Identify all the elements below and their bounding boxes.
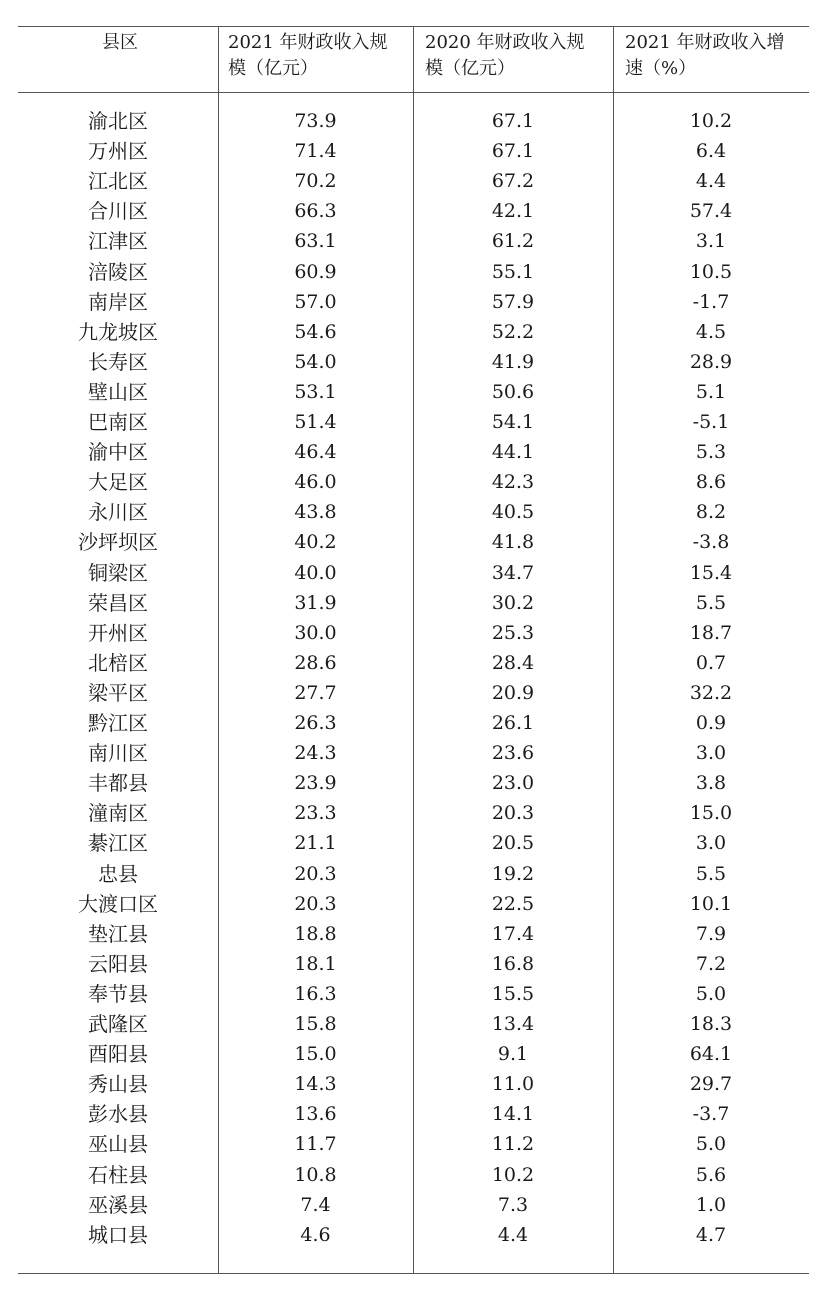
header-revenue-2021-line1: 2021 年财政收入规: [228, 32, 388, 53]
growth-2021-cell: 4.4: [695, 170, 727, 193]
revenue-2021-cell: 73.9: [294, 110, 337, 132]
revenue-2020-cell: 57.9: [491, 290, 535, 313]
table-row: [18, 738, 809, 768]
county-name-cell: 涪陵区: [88, 259, 148, 284]
revenue-2021-cell: 13.6: [294, 1103, 337, 1126]
revenue-2021-cell: 66.3: [294, 200, 337, 223]
county-name-cell: 丰都县: [88, 771, 148, 796]
table-row: [18, 588, 809, 618]
table-row: [18, 889, 809, 919]
table-row: [18, 949, 809, 979]
revenue-2021-cell: 46.4: [294, 441, 337, 464]
table-row: [18, 919, 809, 949]
revenue-2020-cell: 41.9: [491, 350, 535, 373]
revenue-2021-cell: 30.0: [294, 621, 337, 644]
growth-2021-cell: 29.7: [689, 1073, 733, 1096]
table-row: [18, 377, 809, 407]
growth-2021-cell: 0.7: [695, 651, 727, 674]
growth-2021-cell: 3.8: [695, 772, 727, 795]
revenue-2021-cell: 20.3: [294, 892, 337, 915]
growth-2021-cell: -5.1: [692, 411, 730, 433]
table-row: [18, 618, 809, 648]
revenue-2020-cell: 50.6: [491, 380, 535, 403]
table-row: [18, 497, 809, 527]
revenue-2020-cell: 44.1: [491, 441, 535, 464]
county-name-cell: 永川区: [88, 500, 148, 525]
county-name-cell: 武隆区: [88, 1012, 148, 1036]
growth-2021-cell: 6.4: [695, 140, 727, 163]
revenue-2021-cell: 60.9: [294, 260, 337, 283]
table-row: [18, 648, 809, 678]
county-name-cell: 垫江县: [88, 921, 148, 946]
revenue-2021-cell: 20.3: [294, 862, 337, 885]
table-row: [18, 257, 809, 287]
header-revenue-2020-line2: 模（亿元）: [425, 58, 515, 79]
county-name-cell: 万州区: [88, 139, 148, 164]
table-row: [18, 768, 809, 798]
table-row: [18, 828, 809, 858]
table-row: [18, 317, 809, 347]
growth-2021-cell: 3.0: [695, 832, 727, 855]
revenue-2020-cell: 19.2: [491, 862, 535, 885]
growth-2021-cell: 10.2: [689, 110, 733, 132]
county-name-cell: 渝中区: [88, 440, 148, 465]
revenue-2021-cell: 53.1: [294, 380, 337, 403]
table-row: [18, 287, 809, 317]
table-row: [18, 347, 809, 377]
revenue-2021-cell: 16.3: [294, 982, 337, 1005]
county-name-cell: 铜梁区: [88, 560, 148, 585]
revenue-2020-cell: 22.5: [491, 892, 535, 915]
county-name-cell: 梁平区: [88, 680, 148, 705]
growth-2021-cell: 4.7: [695, 1223, 727, 1246]
header-growth-2021-line1: 2021 年财政收入增: [625, 32, 785, 53]
header-revenue-2020-line1: 2020 年财政收入规: [425, 32, 585, 53]
county-name-cell: 沙坪坝区: [78, 530, 158, 555]
growth-2021-cell: -3.8: [692, 531, 730, 554]
table-row: [18, 106, 809, 136]
revenue-2020-cell: 42.1: [491, 200, 535, 223]
growth-2021-cell: 7.2: [695, 952, 727, 975]
growth-2021-cell: 4.5: [695, 320, 727, 343]
growth-2021-cell: 8.6: [695, 471, 727, 494]
revenue-2021-cell: 54.0: [294, 350, 337, 373]
revenue-2021-cell: 28.6: [294, 651, 337, 674]
growth-2021-cell: 0.9: [695, 712, 727, 734]
revenue-2020-cell: 17.4: [491, 922, 535, 945]
growth-2021-cell: 15.4: [689, 561, 733, 584]
growth-2021-cell: 8.2: [695, 501, 727, 524]
county-name-cell: 江北区: [88, 169, 148, 194]
table-row: [18, 1220, 809, 1250]
county-name-cell: 巫溪县: [88, 1192, 148, 1217]
revenue-2021-cell: 24.3: [294, 742, 337, 765]
revenue-2020-cell: 15.5: [491, 982, 535, 1005]
county-name-cell: 开州区: [88, 620, 148, 645]
revenue-2021-cell: 40.2: [294, 531, 337, 554]
revenue-2021-cell: 7.4: [300, 1193, 331, 1216]
revenue-2021-cell: 63.1: [294, 230, 337, 253]
revenue-2021-cell: 31.9: [294, 591, 337, 614]
growth-2021-cell: 32.2: [689, 681, 733, 704]
table-row: [18, 1099, 809, 1129]
revenue-2020-cell: 20.3: [491, 802, 535, 825]
header-revenue-2020: [425, 30, 585, 82]
header-growth-2021-line2: 速（%）: [625, 58, 697, 79]
county-name-cell: 城口县: [88, 1222, 148, 1247]
revenue-2020-cell: 41.8: [491, 531, 535, 554]
growth-2021-cell: 5.0: [695, 982, 727, 1005]
revenue-2021-cell: 4.6: [300, 1223, 331, 1246]
county-name-cell: 南岸区: [88, 289, 148, 314]
revenue-2020-cell: 52.2: [491, 320, 535, 343]
county-name-cell: 渝北区: [88, 109, 148, 133]
county-name-cell: 忠县: [98, 861, 138, 886]
county-name-cell: 綦江区: [88, 831, 148, 856]
growth-2021-cell: 10.5: [689, 260, 733, 283]
table-row: [18, 226, 809, 256]
table-row: [18, 467, 809, 497]
revenue-2020-cell: 11.0: [491, 1073, 535, 1096]
revenue-2021-cell: 14.3: [294, 1073, 337, 1096]
revenue-2020-cell: 40.5: [491, 501, 535, 524]
revenue-2020-cell: 13.4: [491, 1013, 535, 1035]
revenue-2020-cell: 23.0: [491, 772, 535, 795]
growth-2021-cell: 5.5: [695, 591, 727, 614]
growth-2021-cell: 5.0: [695, 1133, 727, 1156]
county-name-cell: 大足区: [88, 470, 148, 495]
county-name-cell: 大渡口区: [78, 891, 158, 916]
revenue-2021-cell: 43.8: [294, 501, 337, 524]
revenue-2021-cell: 51.4: [294, 411, 337, 433]
revenue-2021-cell: 11.7: [294, 1133, 337, 1156]
revenue-2021-cell: 71.4: [294, 140, 337, 163]
county-name-cell: 秀山县: [88, 1072, 148, 1097]
revenue-2021-cell: 10.8: [294, 1163, 337, 1186]
revenue-2020-cell: 67.1: [491, 140, 535, 163]
revenue-2020-cell: 20.9: [491, 681, 535, 704]
revenue-2020-cell: 7.3: [497, 1193, 529, 1216]
revenue-2020-cell: 26.1: [491, 712, 535, 734]
revenue-2021-cell: 27.7: [294, 681, 337, 704]
table-row: [18, 527, 809, 557]
growth-2021-cell: 10.1: [689, 892, 733, 915]
table-row: [18, 1190, 809, 1220]
table-row: [18, 859, 809, 889]
growth-2021-cell: 5.6: [695, 1163, 727, 1186]
growth-2021-cell: 18.3: [689, 1013, 733, 1035]
revenue-2021-cell: 15.8: [294, 1013, 337, 1035]
county-name-cell: 壁山区: [88, 379, 148, 404]
revenue-2021-cell: 18.1: [294, 952, 337, 975]
growth-2021-cell: -1.7: [692, 290, 730, 313]
table-row: [18, 437, 809, 467]
table-row: [18, 1009, 809, 1039]
growth-2021-cell: -3.7: [692, 1103, 730, 1126]
header-county-label: 县区: [102, 32, 138, 53]
county-name-cell: 奉节县: [88, 981, 148, 1006]
table-row: [18, 166, 809, 196]
revenue-2021-cell: 57.0: [294, 290, 337, 313]
revenue-2020-cell: 9.1: [497, 1043, 529, 1066]
revenue-2021-cell: 54.6: [294, 320, 337, 343]
header-county: [102, 30, 138, 56]
revenue-2020-cell: 20.5: [491, 832, 535, 855]
county-name-cell: 九龙坡区: [78, 319, 158, 344]
growth-2021-cell: 5.5: [695, 862, 727, 885]
revenue-2020-cell: 4.4: [497, 1223, 529, 1246]
table-row: [18, 558, 809, 588]
revenue-2021-cell: 23.9: [294, 772, 337, 795]
table-row: [18, 196, 809, 226]
growth-2021-cell: 5.1: [695, 380, 727, 403]
table-row: [18, 407, 809, 437]
growth-2021-cell: 3.0: [695, 742, 727, 765]
revenue-2021-cell: 26.3: [294, 712, 337, 734]
county-name-cell: 黔江区: [88, 711, 148, 735]
growth-2021-cell: 64.1: [689, 1043, 733, 1066]
revenue-2021-cell: 18.8: [294, 922, 337, 945]
revenue-2020-cell: 42.3: [491, 471, 535, 494]
growth-2021-cell: 57.4: [689, 200, 733, 223]
county-name-cell: 酉阳县: [88, 1042, 148, 1067]
revenue-2020-cell: 67.1: [491, 110, 535, 132]
revenue-2021-cell: 70.2: [294, 170, 337, 193]
county-name-cell: 荣昌区: [88, 590, 148, 615]
revenue-2020-cell: 34.7: [491, 561, 535, 584]
county-name-cell: 潼南区: [88, 801, 148, 826]
revenue-2020-cell: 55.1: [491, 260, 535, 283]
header-revenue-2021-line2: 模（亿元）: [228, 58, 318, 79]
revenue-table: [18, 26, 809, 1274]
table-row: [18, 798, 809, 828]
revenue-2020-cell: 28.4: [491, 651, 535, 674]
table-row: [18, 1160, 809, 1190]
county-name-cell: 江津区: [88, 229, 148, 254]
revenue-2020-cell: 54.1: [491, 411, 535, 433]
table-row: [18, 708, 809, 738]
growth-2021-cell: 18.7: [689, 621, 733, 644]
revenue-2020-cell: 16.8: [491, 952, 535, 975]
county-name-cell: 长寿区: [88, 349, 148, 374]
table-row: [18, 678, 809, 708]
revenue-2020-cell: 10.2: [491, 1163, 535, 1186]
header-growth-2021: [625, 30, 785, 82]
revenue-2020-cell: 23.6: [491, 742, 535, 765]
county-name-cell: 巫山县: [88, 1132, 148, 1157]
table-row: [18, 1069, 809, 1099]
county-name-cell: 石柱县: [88, 1162, 148, 1187]
growth-2021-cell: 15.0: [689, 802, 733, 825]
header-revenue-2021: [228, 30, 388, 82]
revenue-2021-cell: 15.0: [294, 1043, 337, 1066]
revenue-2020-cell: 11.2: [491, 1133, 535, 1156]
county-name-cell: 彭水县: [88, 1102, 148, 1127]
revenue-2020-cell: 25.3: [491, 621, 535, 644]
revenue-2021-cell: 46.0: [294, 471, 337, 494]
revenue-2020-cell: 61.2: [491, 230, 535, 253]
growth-2021-cell: 3.1: [695, 230, 727, 253]
county-name-cell: 巴南区: [88, 410, 148, 434]
table-row: [18, 1129, 809, 1159]
revenue-2021-cell: 40.0: [294, 561, 337, 584]
revenue-2020-cell: 67.2: [491, 170, 535, 193]
revenue-2020-cell: 30.2: [491, 591, 535, 614]
growth-2021-cell: 5.3: [695, 441, 727, 464]
county-name-cell: 北棓区: [88, 650, 148, 675]
revenue-2021-cell: 21.1: [294, 832, 337, 855]
table-row: [18, 979, 809, 1009]
table-row: [18, 136, 809, 166]
revenue-2021-cell: 23.3: [294, 802, 337, 825]
growth-2021-cell: 28.9: [689, 350, 733, 373]
county-name-cell: 南川区: [88, 741, 148, 766]
county-name-cell: 合川区: [88, 199, 148, 224]
county-name-cell: 云阳县: [88, 951, 148, 976]
growth-2021-cell: 1.0: [695, 1193, 727, 1216]
revenue-2020-cell: 14.1: [491, 1103, 535, 1126]
growth-2021-cell: 7.9: [695, 922, 727, 945]
table-row: [18, 1039, 809, 1069]
